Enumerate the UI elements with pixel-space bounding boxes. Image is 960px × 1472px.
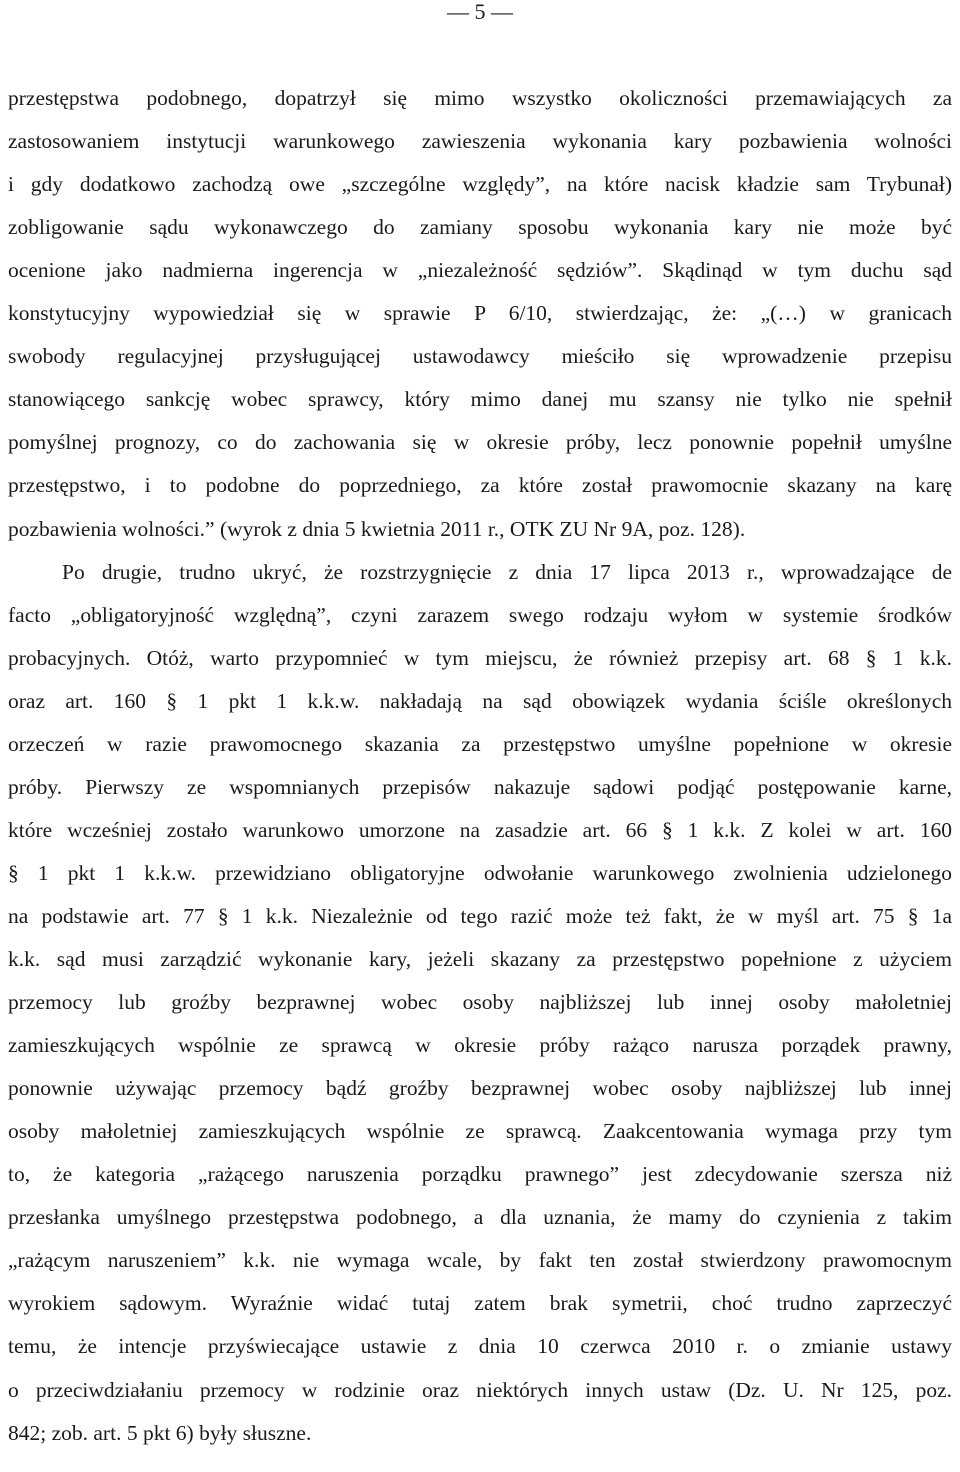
text-line: próby. Pierwszy ze wspomnianych przepisów nakazuje sądowi podjąć postępowanie karne, <box>8 775 952 799</box>
text-line: Po drugie, trudno ukryć, że rozstrzygnięcie z dnia 17 lipca 2013 r., wprowadzające de <box>62 560 952 584</box>
text-line: które wcześniej zostało warunkowo umorzone na zasadzie art. 66 § 1 k.k. Z kolei w art. 160 <box>8 818 952 842</box>
text-line: pomyślnej prognozy, co do zachowania się w okresie próby, lecz ponownie popełnił umyślne <box>8 430 952 454</box>
text-line: orzeczeń w razie prawomocnego skazania za przestępstwo umyślne popełnione w okresie <box>8 732 952 756</box>
text-line: zamieszkujących wspólnie ze sprawcą w okresie próby rażąco narusza porządek prawny, <box>8 1033 952 1057</box>
text-line: 842; zob. art. 5 pkt 6) były słuszne. <box>8 1421 312 1445</box>
text-line: osoby małoletniej zamieszkujących wspólnie ze sprawcą. Zaakcentowania wymaga przy tym <box>8 1119 952 1143</box>
text-line: przestępstwa podobnego, dopatrzył się mimo wszystko okoliczności przemawiających za <box>8 86 952 110</box>
text-line: k.k. sąd musi zarządzić wykonanie kary, jeżeli skazany za przestępstwo popełnione z użyciem <box>8 947 952 971</box>
text-line: swobody regulacyjnej przysługującej ustawodawcy mieściło się wprowadzenie przepisu <box>8 344 952 368</box>
page-number: — 5 — <box>447 0 513 24</box>
text-line: przesłanka umyślnego przestępstwa podobnego, a dla uznania, że mamy do czynienia z takim <box>8 1205 952 1229</box>
text-line: ponownie używając przemocy bądź groźby bezprawnej wobec osoby najbliższej lub innej <box>8 1076 952 1100</box>
text-line: konstytucyjny wypowiedział się w sprawie P 6/10, stwierdzając, że: „(…) w granicach <box>8 301 952 325</box>
text-line: „rażącym naruszeniem” k.k. nie wymaga wcale, by fakt ten został stwierdzony prawomocnym <box>8 1248 952 1272</box>
text-line: zastosowaniem instytucji warunkowego zawieszenia wykonania kary pozbawienia wolności <box>8 129 952 153</box>
text-line: temu, że intencje przyświecające ustawie z dnia 10 czerwca 2010 r. o zmianie ustawy <box>8 1334 952 1358</box>
text-line: zobligowanie sądu wykonawczego do zamiany sposobu wykonania kary nie może być <box>8 215 952 239</box>
text-line: pozbawienia wolności.” (wyrok z dnia 5 kwietnia 2011 r., OTK ZU Nr 9A, poz. 128). <box>8 517 746 541</box>
text-line: ocenione jako nadmierna ingerencja w „niezależność sędziów”. Skądinąd w tym duchu sąd <box>8 258 952 282</box>
text-line: oraz art. 160 § 1 pkt 1 k.k.w. nakładają na sąd obowiązek wydania ściśle określonych <box>8 689 952 713</box>
text-line: przemocy lub groźby bezprawnej wobec osoby najbliższej lub innej osoby małoletniej <box>8 990 952 1014</box>
text-line: i gdy dodatkowo zachodzą owe „szczególne względy”, na które nacisk kładzie sam Trybunał) <box>8 172 952 196</box>
text-line: facto „obligatoryjność względną”, czyni zarazem swego rodzaju wyłom w systemie środków <box>8 603 952 627</box>
text-line: probacyjnych. Otóż, warto przypomnieć w tym miejscu, że również przepisy art. 68 § 1 k.k. <box>8 646 952 670</box>
text-line: przestępstwo, i to podobne do poprzedniego, za które został prawomocnie skazany na karę <box>8 473 952 497</box>
text-line: o przeciwdziałaniu przemocy w rodzinie oraz niektórych innych ustaw (Dz. U. Nr 125, poz. <box>8 1378 952 1402</box>
text-line: na podstawie art. 77 § 1 k.k. Niezależnie od tego razić może też fakt, że w myśl art. 75 § 1a <box>8 904 952 928</box>
text-line: to, że kategoria „rażącego naruszenia porządku prawnego” jest zdecydowanie szersza niż <box>8 1162 952 1186</box>
text-line: stanowiącego sankcję wobec sprawcy, który mimo danej mu szansy nie tylko nie spełnił <box>8 387 952 411</box>
text-line: § 1 pkt 1 k.k.w. przewidziano obligatoryjne odwołanie warunkowego zwolnienia udzielonego <box>8 861 952 885</box>
text-line: wyrokiem sądowym. Wyraźnie widać tutaj zatem brak symetrii, choć trudno zaprzeczyć <box>8 1291 952 1315</box>
